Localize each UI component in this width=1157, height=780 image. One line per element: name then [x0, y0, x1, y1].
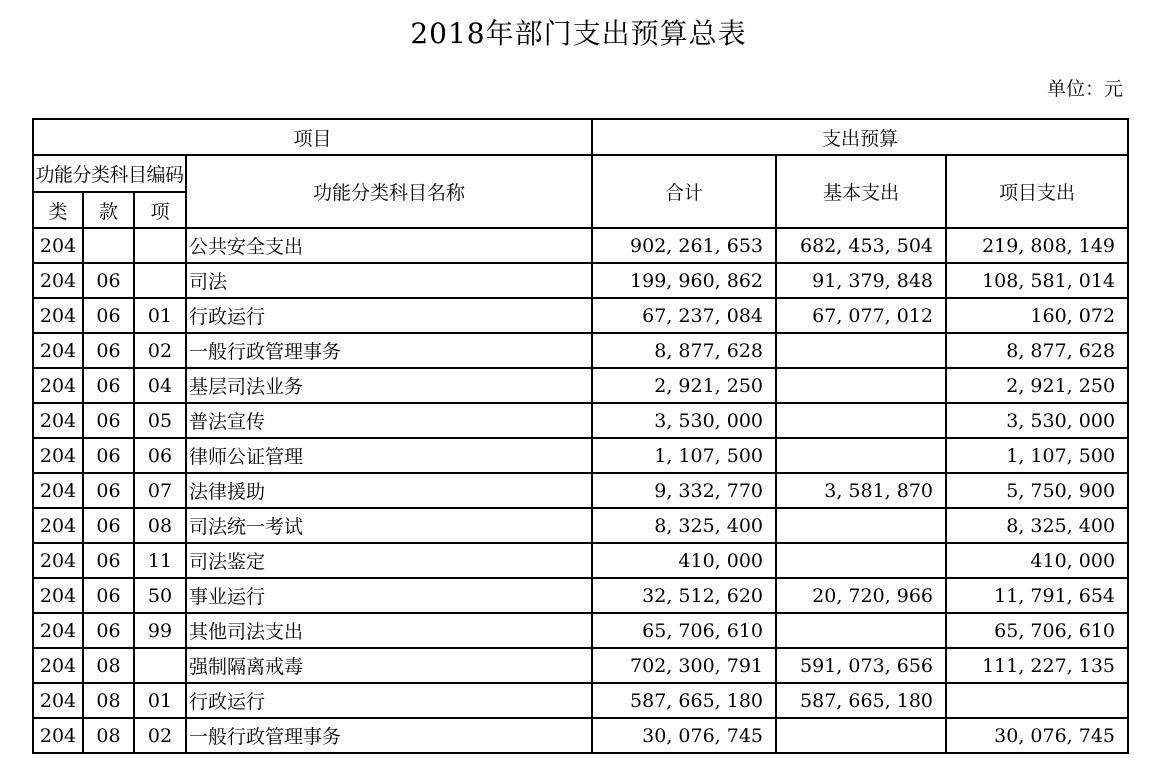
cell-project: 2, 921, 250 [946, 368, 1128, 403]
cell-basic [776, 613, 946, 648]
cell-lei: 204 [33, 368, 83, 403]
table-row [33, 718, 1128, 753]
cell-total: 65, 706, 610 [592, 613, 776, 648]
cell-lei: 204 [33, 508, 83, 543]
cell-total: 8, 325, 400 [592, 508, 776, 543]
cell-project: 219, 808, 149 [946, 228, 1128, 263]
header-func-name: 功能分类科目名称 [186, 155, 592, 228]
page-title: 2018年部门支出预算总表 [410, 17, 747, 50]
cell-total: 9, 332, 770 [592, 473, 776, 508]
cell-xiang [134, 228, 186, 263]
header-basic: 基本支出 [776, 155, 946, 228]
cell-total: 587, 665, 180 [592, 683, 776, 718]
cell-basic: 682, 453, 504 [776, 228, 946, 263]
header-row-2 [33, 155, 1128, 192]
cell-project: 160, 072 [946, 298, 1128, 333]
cell-func-name: 司法鉴定 [186, 543, 592, 578]
cell-project: 5, 750, 900 [946, 473, 1128, 508]
cell-func-name: 普法宣传 [186, 403, 592, 438]
table-row [33, 333, 1128, 368]
cell-func-name: 一般行政管理事务 [186, 333, 592, 368]
cell-total: 902, 261, 653 [592, 228, 776, 263]
cell-func-name: 司法 [186, 263, 592, 298]
header-budget: 支出预算 [592, 119, 1128, 155]
cell-kuan: 08 [83, 683, 134, 718]
cell-total: 32, 512, 620 [592, 578, 776, 613]
cell-lei: 204 [33, 648, 83, 683]
cell-project: 410, 000 [946, 543, 1128, 578]
table-row [33, 438, 1128, 473]
cell-xiang: 50 [134, 578, 186, 613]
cell-project: 111, 227, 135 [946, 648, 1128, 683]
cell-xiang: 02 [134, 333, 186, 368]
cell-lei: 204 [33, 228, 83, 263]
cell-kuan: 06 [83, 508, 134, 543]
cell-xiang [134, 263, 186, 298]
cell-project: 8, 877, 628 [946, 333, 1128, 368]
cell-xiang: 11 [134, 543, 186, 578]
cell-project: 30, 076, 745 [946, 718, 1128, 753]
cell-basic [776, 718, 946, 753]
cell-func-name: 行政运行 [186, 683, 592, 718]
cell-lei: 204 [33, 613, 83, 648]
cell-lei: 204 [33, 403, 83, 438]
cell-total: 702, 300, 791 [592, 648, 776, 683]
cell-xiang [134, 648, 186, 683]
cell-total: 30, 076, 745 [592, 718, 776, 753]
header-project: 项目支出 [946, 155, 1128, 228]
table-row [33, 613, 1128, 648]
cell-lei: 204 [33, 473, 83, 508]
table-row [33, 683, 1128, 718]
cell-kuan: 06 [83, 543, 134, 578]
table-row [33, 543, 1128, 578]
cell-kuan: 06 [83, 613, 134, 648]
cell-basic: 91, 379, 848 [776, 263, 946, 298]
cell-kuan: 06 [83, 403, 134, 438]
cell-func-name: 一般行政管理事务 [186, 718, 592, 753]
cell-kuan: 08 [83, 648, 134, 683]
table-row [33, 578, 1128, 613]
cell-kuan: 06 [83, 578, 134, 613]
table-row [33, 298, 1128, 333]
cell-xiang: 07 [134, 473, 186, 508]
cell-xiang: 99 [134, 613, 186, 648]
cell-lei: 204 [33, 333, 83, 368]
cell-lei: 204 [33, 683, 83, 718]
cell-basic [776, 508, 946, 543]
cell-func-name: 强制隔离戒毒 [186, 648, 592, 683]
cell-xiang: 01 [134, 683, 186, 718]
cell-kuan: 08 [83, 718, 134, 753]
cell-basic [776, 368, 946, 403]
cell-basic [776, 438, 946, 473]
header-lei: 类 [33, 192, 83, 228]
cell-kuan: 06 [83, 333, 134, 368]
cell-kuan [83, 228, 134, 263]
table-row [33, 403, 1128, 438]
table-row [33, 228, 1128, 263]
cell-project: 65, 706, 610 [946, 613, 1128, 648]
cell-kuan: 06 [83, 368, 134, 403]
cell-xiang: 02 [134, 718, 186, 753]
cell-kuan: 06 [83, 438, 134, 473]
cell-total: 3, 530, 000 [592, 403, 776, 438]
table-row [33, 648, 1128, 683]
cell-xiang: 05 [134, 403, 186, 438]
table-row [33, 368, 1128, 403]
table-row [33, 263, 1128, 298]
cell-basic: 67, 077, 012 [776, 298, 946, 333]
cell-project [946, 683, 1128, 718]
cell-func-name: 行政运行 [186, 298, 592, 333]
header-row-1 [33, 119, 1128, 155]
cell-project: 3, 530, 000 [946, 403, 1128, 438]
cell-total: 8, 877, 628 [592, 333, 776, 368]
cell-func-name: 法律援助 [186, 473, 592, 508]
cell-lei: 204 [33, 263, 83, 298]
cell-xiang: 08 [134, 508, 186, 543]
cell-func-name: 司法统一考试 [186, 508, 592, 543]
cell-xiang: 04 [134, 368, 186, 403]
cell-basic: 587, 665, 180 [776, 683, 946, 718]
table-row [33, 473, 1128, 508]
cell-lei: 204 [33, 298, 83, 333]
cell-basic [776, 333, 946, 368]
cell-lei: 204 [33, 578, 83, 613]
cell-xiang: 06 [134, 438, 186, 473]
header-func-code: 功能分类科目编码 [33, 155, 186, 192]
cell-kuan: 06 [83, 473, 134, 508]
header-xiang: 项 [134, 192, 186, 228]
cell-total: 67, 237, 084 [592, 298, 776, 333]
cell-func-name: 基层司法业务 [186, 368, 592, 403]
cell-total: 410, 000 [592, 543, 776, 578]
cell-kuan: 06 [83, 263, 134, 298]
cell-project: 108, 581, 014 [946, 263, 1128, 298]
cell-basic [776, 543, 946, 578]
cell-total: 2, 921, 250 [592, 368, 776, 403]
cell-func-name: 公共安全支出 [186, 228, 592, 263]
cell-func-name: 其他司法支出 [186, 613, 592, 648]
cell-basic: 3, 581, 870 [776, 473, 946, 508]
header-total: 合计 [592, 155, 776, 228]
cell-project: 8, 325, 400 [946, 508, 1128, 543]
cell-project: 1, 107, 500 [946, 438, 1128, 473]
cell-basic: 591, 073, 656 [776, 648, 946, 683]
cell-lei: 204 [33, 718, 83, 753]
cell-kuan: 06 [83, 298, 134, 333]
cell-func-name: 事业运行 [186, 578, 592, 613]
cell-lei: 204 [33, 438, 83, 473]
cell-basic [776, 403, 946, 438]
cell-func-name: 律师公证管理 [186, 438, 592, 473]
budget-table [32, 118, 1129, 754]
cell-total: 1, 107, 500 [592, 438, 776, 473]
unit-label: 单位：元 [1046, 78, 1123, 100]
cell-total: 199, 960, 862 [592, 263, 776, 298]
cell-lei: 204 [33, 543, 83, 578]
header-kuan: 款 [83, 192, 134, 228]
cell-project: 11, 791, 654 [946, 578, 1128, 613]
header-item: 项目 [33, 119, 592, 155]
table-row [33, 508, 1128, 543]
cell-basic: 20, 720, 966 [776, 578, 946, 613]
cell-xiang: 01 [134, 298, 186, 333]
